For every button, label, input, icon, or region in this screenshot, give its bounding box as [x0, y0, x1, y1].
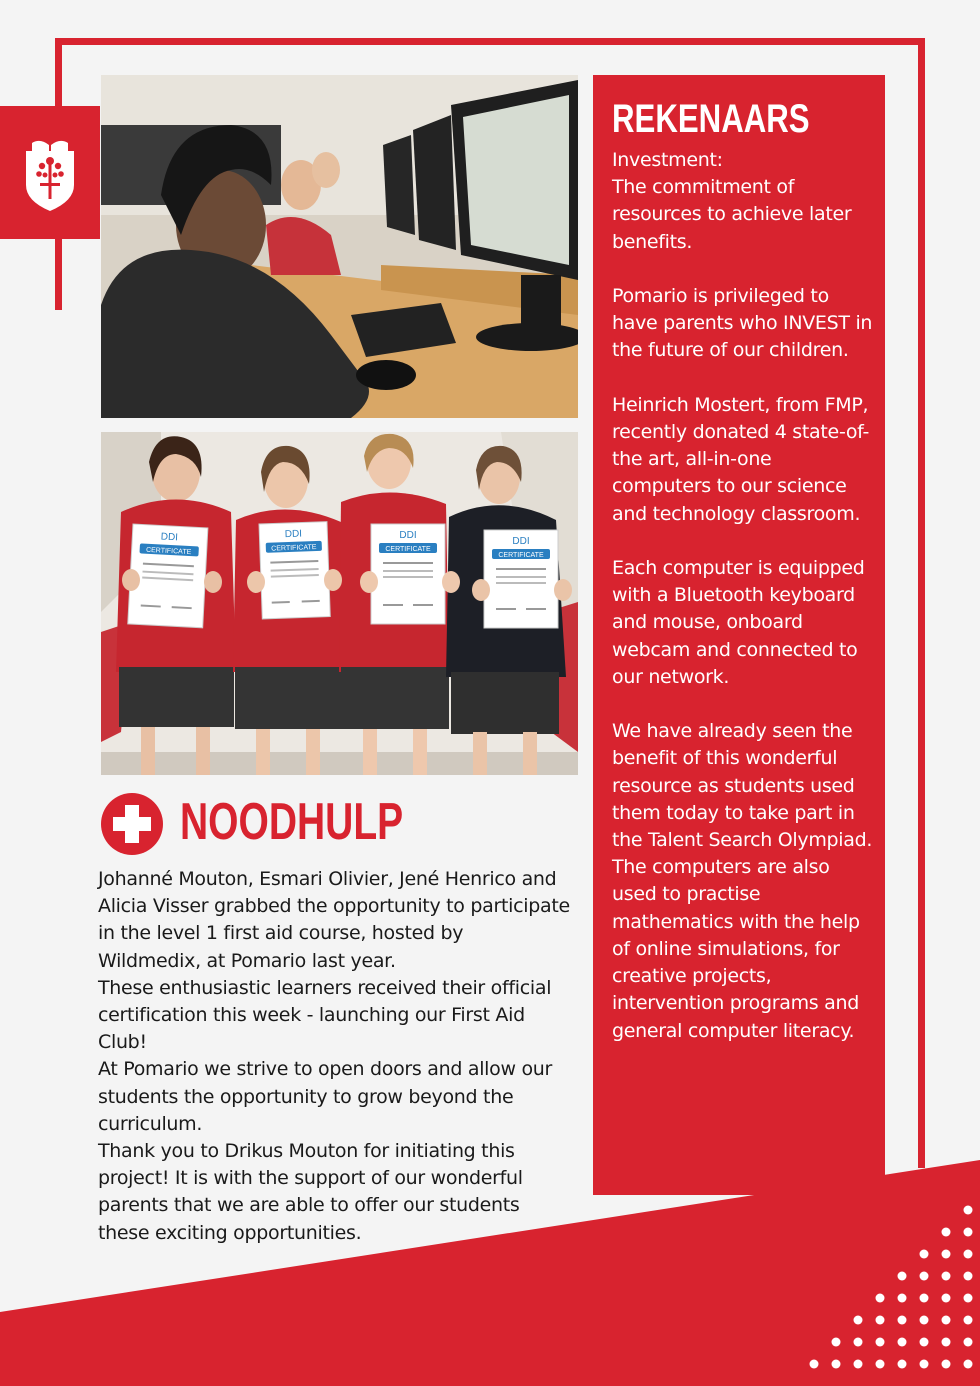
certificate-4 — [484, 530, 558, 628]
decor-dot — [920, 1250, 929, 1259]
decor-dot — [942, 1228, 951, 1237]
certificate-1 — [128, 524, 208, 628]
decor-dot — [920, 1360, 929, 1369]
decor-dot — [832, 1338, 841, 1347]
decor-dot — [854, 1360, 863, 1369]
decor-dot — [942, 1316, 951, 1325]
decor-dot — [832, 1360, 841, 1369]
decor-dot — [942, 1272, 951, 1281]
decor-dot — [964, 1338, 973, 1347]
decor-dot — [854, 1316, 863, 1325]
svg-text:DDI: DDI — [399, 530, 417, 541]
certificate-3 — [371, 524, 445, 624]
decor-dot — [876, 1338, 885, 1347]
school-crest-icon — [22, 133, 78, 213]
svg-text:DDI: DDI — [284, 528, 303, 541]
rekenaars-body: Investment: The commitment of resources to achieve later benefits. Pomario is privileged to have parents who INVEST in the future of our children. Heinrich Mostert, from FMP, recently donated 4 state-of-the art, all-in-one computers to our science and technology classroom. Each computer is equipped with a Bluetooth keyboard and mouse, onboard webcam and connected to our network. We have already seen the benefit of this wonderful resource as students used them today to take part in the Talent Search Olympiad. The computers are also used to practise mathematics with the help of online simulations, for creative projects, intervention programs and general computer literacy. — [612, 149, 873, 1042]
decor-dot — [942, 1338, 951, 1347]
svg-text:DDI: DDI — [160, 531, 179, 544]
noodhulp-paragraph: At Pomario we strive to open doors and allow our students the opportunity to grow beyond the curriculum. — [98, 1058, 553, 1135]
decor-dot — [920, 1338, 929, 1347]
decor-dot — [964, 1250, 973, 1259]
decor-dot — [942, 1360, 951, 1369]
first-aid-cross-icon — [101, 793, 163, 855]
noodhulp-paragraph: Thank you to Drikus Mouton for initiating this project! It is with the support of our wonderful parents that we are able to offer our students these exciting opportunities. — [98, 1140, 523, 1244]
svg-text:CERTIFICATE: CERTIFICATE — [385, 546, 431, 553]
svg-text:DDI: DDI — [512, 536, 530, 547]
decor-dot — [964, 1206, 973, 1215]
school-logo — [0, 106, 100, 239]
decor-dot — [964, 1228, 973, 1237]
svg-text:CERTIFICATE: CERTIFICATE — [498, 552, 544, 559]
decor-dot — [964, 1272, 973, 1281]
rekenaars-panel — [593, 75, 885, 1195]
decor-dot — [920, 1272, 929, 1281]
decor-dot — [942, 1294, 951, 1303]
decor-dot — [920, 1316, 929, 1325]
first-aid-certificates-photo — [101, 432, 578, 775]
noodhulp-title: NOODHULP — [180, 793, 404, 851]
decor-dot — [964, 1316, 973, 1325]
decor-dot — [876, 1294, 885, 1303]
decor-dot — [920, 1294, 929, 1303]
decor-dot — [898, 1360, 907, 1369]
decor-dot — [898, 1272, 907, 1281]
decor-dot — [854, 1338, 863, 1347]
decor-dot — [810, 1360, 819, 1369]
decor-dot — [942, 1250, 951, 1259]
frame-top-line — [55, 38, 925, 45]
certificate-2 — [259, 522, 330, 619]
decor-dot — [898, 1316, 907, 1325]
decor-dot — [898, 1338, 907, 1347]
noodhulp-paragraph: Johanné Mouton, Esmari Olivier, Jené Henrico and Alicia Visser grabbed the opportunity to participate in the level 1 first aid course, hosted by Wildmedix, at Pomario last year. — [98, 868, 570, 972]
svg-text:CERTIFICATE: CERTIFICATE — [271, 544, 317, 553]
decor-dot — [964, 1294, 973, 1303]
decor-dot — [964, 1360, 973, 1369]
frame-right-line — [918, 38, 925, 1168]
decor-dot — [876, 1360, 885, 1369]
rekenaars-title: REKENAARS — [612, 97, 810, 141]
noodhulp-body — [98, 866, 570, 1247]
decor-dot — [876, 1316, 885, 1325]
svg-text:CERTIFICATE: CERTIFICATE — [145, 546, 192, 557]
decor-dot — [898, 1294, 907, 1303]
computer-lab-photo — [101, 75, 578, 418]
noodhulp-paragraph: These enthusiastic learners received their official certification this week - launching our First Aid Club! — [98, 976, 552, 1054]
